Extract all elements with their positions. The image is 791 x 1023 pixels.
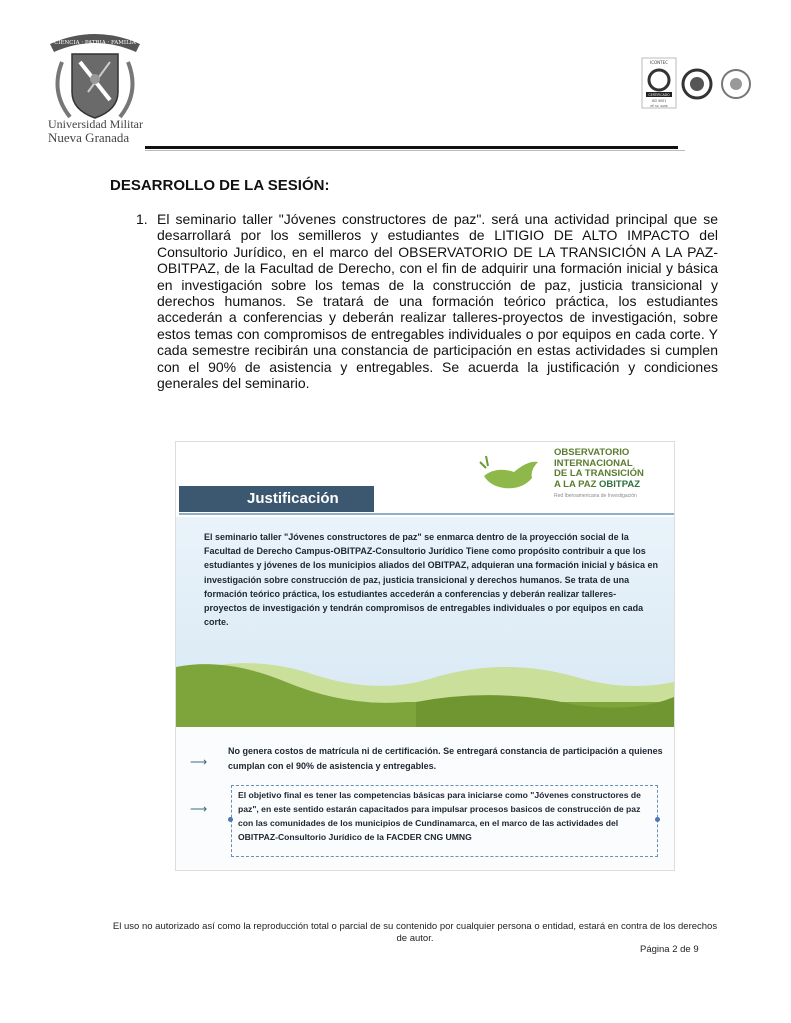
slide-heading: Justificación (179, 486, 374, 512)
observatory-title-line1: OBSERVATORIO (554, 447, 630, 458)
section-title: DESARROLLO DE LA SESIÓN: (110, 177, 330, 194)
justification-slide (175, 441, 675, 871)
slide-paragraph: El seminario taller "Jóvenes constructores de paz" se enmarca dentro de la proyección social de la Facultad de Derecho Campus-OBITPAZ-Consultorio Jurídico Tiene como propósito contribuir a que los estudiantes y jóvenes de los municipios aliados del OBITPAZ, adquieran una formación inicial y básica en investigación sobre construcción de paz, justicia transicional y derechos humanos. Se trata de una formación teórico práctica, los estudiantes accederán a conferencias y deberán realizar talleres- proyectos de investigación y tendrán compromisos de entregables individuales o por equipos en cada corte. (204, 532, 658, 628)
observatory-title-line2: INTERNACIONAL (554, 457, 633, 469)
observatory-title-line4: A LA PAZ (554, 478, 600, 490)
slide-bullet-cost: No genera costos de matrícula ni de certificación. Se entregará constancia de participación a quienes cumplan con el 90% de asistencia y entregables. (228, 746, 663, 771)
motto-text: CIENCIA · PATRIA · FAMILIA (54, 40, 136, 46)
slide-hills (176, 647, 674, 727)
copyright-notice: El uso no autorizado así como la reproducción total o parcial de su contenido por cualquier persona o entidad, estará en contra de los derechos de autor. (112, 921, 718, 944)
cert-label-number: Nº SC 4436 (650, 104, 668, 108)
observatory-subtitle: Red Iberoamericana de Investigación (554, 493, 637, 499)
header-divider (145, 146, 678, 149)
cert-label-certificado: CERTIFICADO (648, 93, 670, 97)
header-divider-shadow (145, 150, 685, 151)
observatory-acronym: OBITPAZ (599, 478, 641, 490)
university-name (48, 118, 158, 144)
slide-heading-underline (179, 513, 674, 515)
slide-bullet-objective: El objetivo final es tener las competencias básicas para iniciarse como "Jóvenes constructores de paz", en este sentido estarán capacitados para impulsar procesos basicos de construcción de paz con las comunidades de los municipios de Cundinamarca, en el marco de las actividades del OBITPAZ-Consultorio Jurídico de la FACDER CNG UMNG (231, 785, 658, 857)
list-item-number: 1. (136, 211, 148, 227)
university-name-line2: Nueva Granada (48, 130, 130, 145)
cert-label-icontec: ICONTEC (650, 60, 668, 65)
selection-handle (655, 817, 660, 822)
cert-label-iso: ISO 9001 (651, 99, 667, 103)
arrow-right-icon: ⟶ (190, 802, 208, 816)
selection-handle (228, 817, 233, 822)
certification-logos (640, 56, 760, 112)
arrow-right-icon: ⟶ (190, 755, 208, 769)
dove-logo-icon (476, 448, 546, 498)
university-name-line1: Universidad Militar (48, 117, 143, 131)
list-item-text: El seminario taller "Jóvenes constructores de paz". será una actividad principal que se desarrollará por los semilleros y estudiantes de LITIGIO DE ALTO IMPACTO del Consultorio Jurídico, en el marco del OBSERVATORIO DE LA TRANSICIÓN A LA PAZ-OBITPAZ, de la Facultad de Derecho, con el fin de adquirir una formación inicial y básica en investigación sobre los temas de la construcción de paz, justicia transicional y derechos humanos. Se tratará de una formación teórico práctica, los estudiantes accederán a conferencias y deberán realizar talleres-proyectos de investigación, sobre estos temas con compromisos de entregables individuales o por equipos en cada corte. Y cada semestre recibirán una constancia de participación en estas actividades si cumplen con el 90% de asistencia y entregables. Se acuerda la justificación y condiciones generales del seminario. (157, 211, 718, 392)
observatory-title-line3: DE LA TRANSICIÓN (554, 468, 644, 479)
observatory-title (554, 448, 672, 490)
page-number: Página 2 de 9 (640, 944, 699, 955)
